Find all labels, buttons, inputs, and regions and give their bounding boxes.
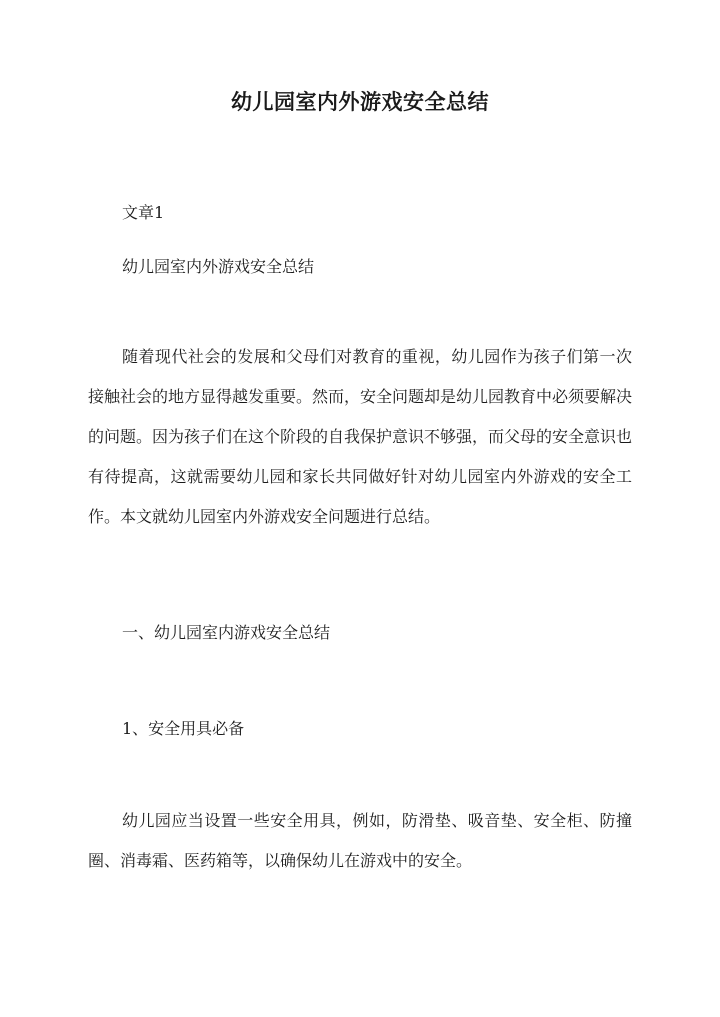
section-heading: 一、幼儿园室内游戏安全总结 bbox=[122, 623, 331, 642]
document-title: 幼儿园室内外游戏安全总结 bbox=[231, 89, 489, 114]
article-label: 文章1 bbox=[122, 203, 165, 222]
subsection-heading: 1、安全用具必备 bbox=[122, 719, 245, 738]
subsection-paragraph: 幼儿园应当设置一些安全用具，例如，防滑垫、吸音垫、安全柜、防撞圈、消毒霜、医药箱等，以确保幼儿在游戏中的安全。 bbox=[88, 811, 632, 870]
article-subtitle: 幼儿园室内外游戏安全总结 bbox=[122, 257, 315, 276]
intro-paragraph: 随着现代社会的发展和父母们对教育的重视，幼儿园作为孩子们第一次接触社会的地方显得越发重要。然而，安全问题却是幼儿园教育中必须要解决的问题。因为孩子们在这个阶段的自我保护意识不够强，而父母的安全意识也有待提高，这就需要幼儿园和家长共同做好针对幼儿园室内外游戏的安全工作。本文就幼儿园室内外游戏安全问题进行总结。 bbox=[88, 347, 633, 526]
